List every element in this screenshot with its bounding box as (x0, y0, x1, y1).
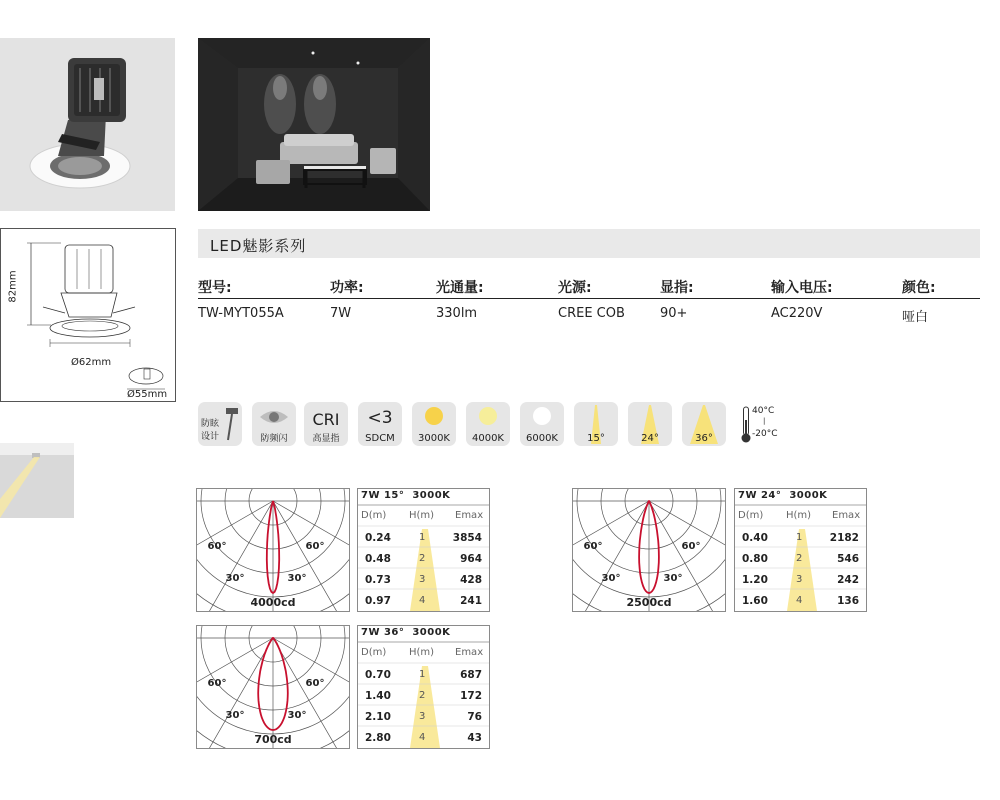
spec-divider (198, 298, 980, 299)
peak-intensity-label: 2500cd (626, 596, 672, 609)
feature-cri-label: 高显指 (312, 434, 340, 444)
distance-cell: 0.97 (365, 595, 391, 607)
polar-plot (573, 489, 725, 611)
table-column-header: Emax (832, 510, 861, 521)
feature-4000k-label: 4000K (471, 433, 504, 444)
distance-cell: 0.70 (365, 669, 391, 681)
angle-label: 30° (287, 573, 307, 584)
feature-flicker-free (252, 402, 296, 446)
polar-diagram (196, 625, 350, 749)
table-column-header: D(m) (361, 510, 387, 521)
spec-label-power: 功率: (330, 280, 364, 296)
table-column-header: Emax (455, 510, 484, 521)
height-cell: 4 (419, 732, 426, 743)
emax-cell: 546 (837, 553, 859, 565)
table-title: 7W 36° 3000K (361, 627, 451, 638)
height-cell: 1 (796, 532, 803, 543)
spec-label-model: 型号: (198, 280, 232, 296)
height-cell: 3 (796, 574, 803, 585)
polar-grid-ray (273, 638, 349, 748)
spec-label-voltage: 输入电压: (771, 280, 833, 296)
emax-cell: 964 (460, 553, 482, 565)
feature-sdcm-label: SDCM (365, 433, 395, 444)
feature-beam-15-label: 15° (587, 433, 605, 444)
living-room-illustration (198, 38, 430, 211)
spec-value-model: TW-MYT055A (198, 306, 284, 321)
sdcm-icon: <3 (367, 408, 393, 428)
series-title-bar (198, 229, 980, 258)
peak-intensity-label: 4000cd (250, 596, 296, 609)
table-column-header: D(m) (738, 510, 764, 521)
angle-label: 30° (601, 573, 621, 584)
table-column-header: H(m) (409, 510, 435, 521)
spec-value-lumen: 330lm (436, 306, 478, 321)
temp-sep: | (763, 417, 766, 425)
height-cell: 2 (419, 690, 426, 701)
cutout-dimension-label: Ø55mm (127, 389, 168, 400)
table-column-header: Emax (455, 647, 484, 658)
polar-grid-ray (197, 501, 273, 611)
dimension-line-art (1, 229, 175, 401)
feature-cri (304, 402, 348, 446)
feature-anti-glare-line2: 设计 (201, 432, 220, 442)
height-cell: 2 (796, 553, 803, 564)
polar-grid-ray (197, 638, 273, 748)
feature-3000k-label: 3000K (417, 433, 450, 444)
light-beam-graphic (0, 443, 74, 518)
feature-6000k (520, 402, 564, 446)
feature-anti-glare (198, 402, 242, 446)
illuminance-table (357, 488, 490, 612)
table-title: 7W 24° 3000K (738, 490, 828, 501)
neutral-light-icon (478, 406, 498, 426)
distance-cell: 0.80 (742, 553, 768, 565)
polar-plot (197, 626, 349, 748)
warm-light-icon (424, 406, 444, 426)
spec-value-voltage: AC220V (771, 306, 823, 321)
illuminance-table (734, 488, 867, 612)
table-column-header: D(m) (361, 647, 387, 658)
distance-cell: 1.40 (365, 690, 391, 702)
polar-grid-ray (273, 501, 349, 611)
emax-cell: 242 (837, 574, 859, 586)
distance-cell: 0.24 (365, 532, 391, 544)
table-graphic (735, 489, 866, 611)
anti-glare-icon (224, 406, 240, 442)
angle-label: 60° (681, 541, 701, 552)
spec-label-source: 光源: (558, 280, 592, 296)
diameter-dimension-label: Ø62mm (71, 357, 112, 368)
distance-cell: 1.60 (742, 595, 768, 607)
feature-beam-36 (682, 402, 726, 446)
feature-4000k (466, 402, 510, 446)
distance-cell: 0.40 (742, 532, 768, 544)
illuminance-table (357, 625, 490, 749)
feature-flicker-label: 防频闪 (260, 434, 288, 444)
height-cell: 3 (419, 574, 426, 585)
feature-beam-36-label: 36° (695, 433, 713, 444)
height-cell: 1 (419, 532, 426, 543)
spec-label-lumen: 光通量: (436, 280, 484, 296)
cool-light-icon (532, 406, 552, 426)
height-dimension-label: 82mm (7, 270, 19, 303)
feature-beam-15 (574, 402, 618, 446)
spec-value-color: 哑白 (902, 310, 929, 325)
spec-value-power: 7W (330, 306, 352, 321)
emax-cell: 43 (467, 732, 482, 744)
angle-label: 30° (225, 710, 245, 721)
peak-intensity-label: 700cd (254, 733, 292, 746)
emax-cell: 428 (460, 574, 482, 586)
spec-label-color: 颜色: (902, 280, 936, 296)
downlight-photo-illustration (0, 38, 175, 211)
cri-icon: CRI (312, 410, 340, 429)
thermometer-icon (740, 406, 752, 444)
table-column-header: H(m) (786, 510, 812, 521)
polar-diagram (572, 488, 726, 612)
height-cell: 1 (419, 669, 426, 680)
feature-beam-24-label: 24° (641, 433, 659, 444)
height-cell: 4 (796, 595, 803, 606)
distance-cell: 2.80 (365, 732, 391, 744)
height-cell: 3 (419, 711, 426, 722)
spec-value-cri: 90+ (660, 306, 688, 321)
distance-cell: 2.10 (365, 711, 391, 723)
angle-label: 30° (663, 573, 683, 584)
emax-cell: 241 (460, 595, 482, 607)
dimension-drawing (0, 228, 176, 402)
polar-grid-ray (573, 501, 649, 611)
emax-cell: 172 (460, 690, 482, 702)
angle-label: 60° (305, 678, 325, 689)
distance-cell: 0.48 (365, 553, 391, 565)
spec-value-source: CREE COB (558, 306, 625, 321)
temp-max: 40°C (752, 406, 775, 416)
emax-cell: 3854 (452, 532, 482, 544)
height-cell: 2 (419, 553, 426, 564)
polar-plot (197, 489, 349, 611)
angle-label: 60° (305, 541, 325, 552)
feature-sdcm (358, 402, 402, 446)
spec-label-cri: 显指: (660, 280, 694, 296)
feature-temperature (738, 402, 782, 446)
polar-diagram (196, 488, 350, 612)
series-title: LED魅影系列 (210, 237, 307, 255)
distance-cell: 0.73 (365, 574, 391, 586)
feature-3000k (412, 402, 456, 446)
angle-label: 60° (583, 541, 603, 552)
angle-label: 60° (207, 678, 227, 689)
angle-label: 60° (207, 541, 227, 552)
table-title: 7W 15° 3000K (361, 490, 451, 501)
feature-anti-glare-line1: 防眩 (201, 419, 220, 429)
room-scene-image (198, 38, 430, 211)
feature-6000k-label: 6000K (525, 433, 558, 444)
table-graphic (358, 489, 489, 611)
table-graphic (358, 626, 489, 748)
height-cell: 4 (419, 595, 426, 606)
emax-cell: 76 (467, 711, 482, 723)
product-photo (0, 38, 175, 211)
angle-label: 30° (287, 710, 307, 721)
emax-cell: 136 (837, 595, 859, 607)
table-column-header: H(m) (409, 647, 435, 658)
angle-label: 30° (225, 573, 245, 584)
eye-icon (259, 408, 289, 426)
beam-illustration (0, 443, 74, 518)
emax-cell: 2182 (829, 532, 859, 544)
feature-beam-24 (628, 402, 672, 446)
temp-min: -20°C (752, 429, 778, 439)
emax-cell: 687 (460, 669, 482, 681)
distance-cell: 1.20 (742, 574, 768, 586)
polar-grid-ray (649, 501, 725, 611)
